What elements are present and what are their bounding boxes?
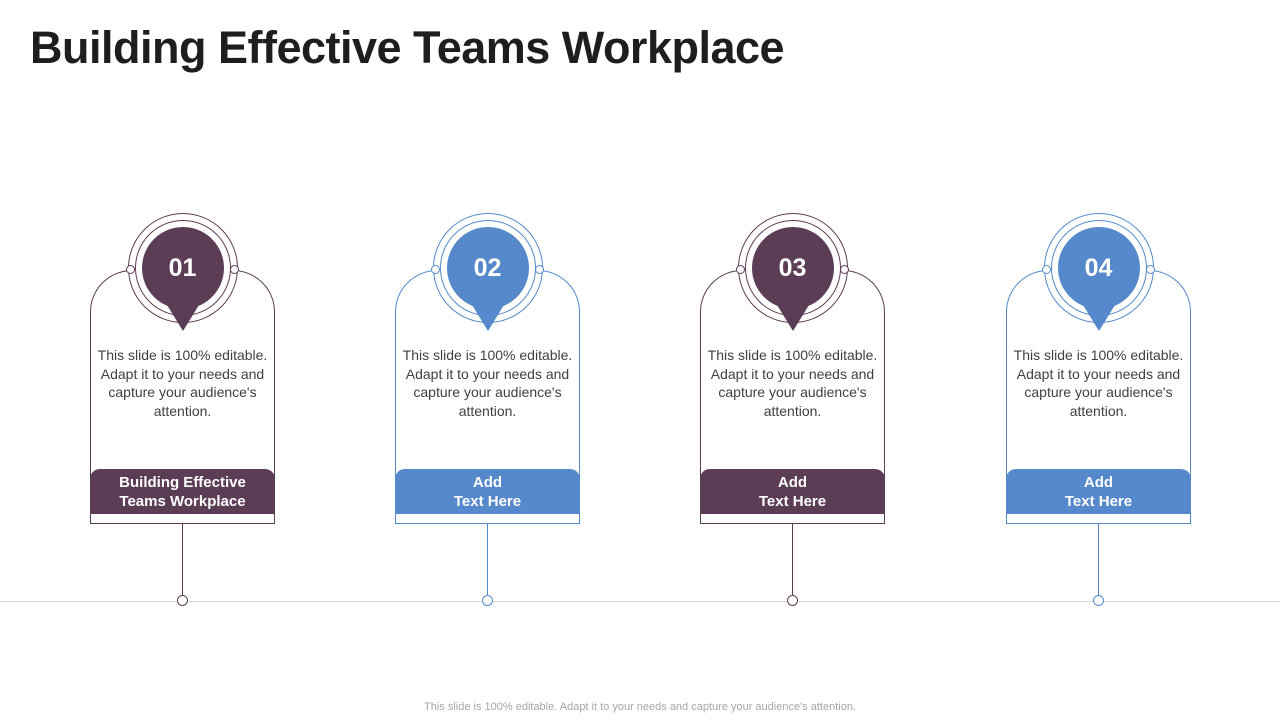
step-card-1: [90, 213, 275, 524]
banner-line-1: Add: [472, 473, 503, 491]
connector-line: [1098, 524, 1099, 597]
step-number: 01: [168, 253, 197, 282]
timeline-dot: [1093, 595, 1104, 606]
banner-line-1: Add: [1083, 473, 1114, 491]
timeline-dot: [482, 595, 493, 606]
card-description: This slide is 100% editable. Adapt it to your needs and capture your audience's attention.: [97, 347, 268, 419]
step-number-badge: [1058, 227, 1140, 309]
step-number: 02: [473, 253, 502, 282]
connector-line: [792, 524, 793, 597]
banner-line-2: Text Here: [453, 492, 522, 510]
banner-line-1: Add: [777, 473, 808, 491]
connector-line: [487, 524, 488, 597]
banner-line-1: Building Effective: [119, 473, 246, 491]
card-description: This slide is 100% editable. Adapt it to your needs and capture your audience's attention.: [1013, 347, 1184, 419]
footer-note: This slide is 100% editable. Adapt it to your needs and capture your audience's attention.: [424, 701, 856, 713]
step-number-badge: [447, 227, 529, 309]
connector-line: [182, 524, 183, 597]
banner-line-2: Text Here: [1064, 492, 1133, 510]
step-card-2: [395, 213, 580, 524]
step-number: 03: [778, 253, 807, 282]
banner-line-2: Teams Workplace: [119, 492, 246, 510]
junction-dot-left: [1042, 265, 1051, 274]
junction-dot-right: [535, 265, 544, 274]
junction-dot-right: [840, 265, 849, 274]
junction-dot-right: [230, 265, 239, 274]
junction-dot-left: [736, 265, 745, 274]
junction-dot-left: [126, 265, 135, 274]
step-card-3: [700, 213, 885, 524]
banner-line-2: Text Here: [758, 492, 827, 510]
add-text-placeholder[interactable]: [700, 469, 885, 514]
page-title: Building Effective Teams Workplace: [30, 22, 785, 73]
step-number: 04: [1084, 253, 1113, 282]
card-label-banner: [90, 469, 275, 514]
timeline-divider-line: [0, 601, 1280, 602]
step-card-4: [1006, 213, 1191, 524]
card-description: This slide is 100% editable. Adapt it to your needs and capture your audience's attention.: [402, 347, 573, 419]
step-number-badge: [142, 227, 224, 309]
step-number-badge: [752, 227, 834, 309]
junction-dot-left: [431, 265, 440, 274]
timeline-dot: [787, 595, 798, 606]
add-text-placeholder[interactable]: [1006, 469, 1191, 514]
add-text-placeholder[interactable]: [395, 469, 580, 514]
timeline-dot: [177, 595, 188, 606]
card-description: This slide is 100% editable. Adapt it to your needs and capture your audience's attention.: [707, 347, 878, 419]
junction-dot-right: [1146, 265, 1155, 274]
